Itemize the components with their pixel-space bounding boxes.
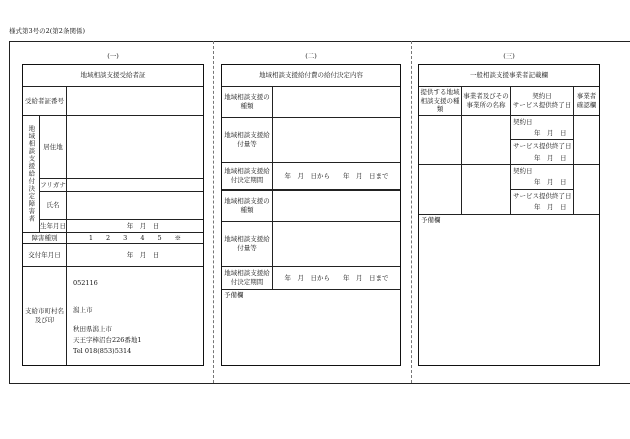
section3-title: 一般相談支援事業者記載欄 — [470, 71, 548, 80]
row1-end-date-value: 年 月 日 — [534, 154, 567, 162]
issue-date-label: 交付年月日 — [28, 250, 61, 259]
benefit-holder-group-label: 地域相談支援給付決定障害者 — [27, 125, 36, 223]
municipality-phone: Tel 018(853)5314 — [73, 347, 132, 355]
section2-notes-label: 予備欄 — [224, 291, 244, 299]
fold-line-2 — [411, 41, 412, 383]
section2-title: 地域相談支援給付費の給付決定内容 — [259, 71, 363, 80]
col-end-date-header: サービス提供終了日 — [512, 101, 572, 109]
decision-period-label-2: 地域相談支援給付決定期間 — [224, 269, 270, 286]
row1-end-date-label: サービス提供終了日 — [513, 142, 572, 150]
row2-contract-date-label: 契約日 — [513, 167, 533, 175]
section1-number: (一) — [107, 52, 119, 60]
section2-number: (二) — [305, 52, 317, 60]
benefit-amount-label-2: 地域相談支援給付量等 — [224, 235, 270, 252]
section3-table — [418, 64, 600, 366]
disability-type-label: 障害種別 — [31, 233, 58, 242]
section3-number: (三) — [503, 52, 515, 60]
col-provider-name-header: 事業者及びその事業所の名称 — [463, 92, 509, 109]
row2-contract-date-value: 年 月 日 — [534, 178, 567, 186]
issue-date-value: 年 月 日 — [126, 250, 160, 259]
row2-end-date-label: サービス提供終了日 — [513, 192, 572, 200]
municipality-code: 052116 — [73, 279, 98, 287]
row1-contract-date-value: 年 月 日 — [534, 129, 567, 137]
support-type-label-1: 地域相談支援の種類 — [224, 93, 270, 110]
row1-contract-date-label: 契約日 — [513, 118, 533, 126]
form-number-label: 様式第3号の2(第2条関係) — [9, 27, 85, 35]
col-provider-confirm-header: 事業者確認欄 — [576, 92, 597, 109]
section1-title: 地域相談支援受給者証 — [80, 71, 146, 80]
decision-period-label-1: 地域相談支援給付決定期間 — [224, 167, 270, 184]
section2-table — [221, 64, 401, 366]
birthdate-label: 生年月日 — [40, 221, 66, 230]
frame-bottom-line — [9, 383, 630, 384]
col-contract-date-header: 契約日 — [532, 92, 552, 100]
recipient-number-label: 受給者証番号 — [25, 96, 64, 105]
address-label: 居住地 — [43, 142, 63, 151]
decision-period-value-2: 年 月 日から 年 月 日まで — [284, 273, 389, 282]
decision-period-value-1: 年 月 日から 年 月 日まで — [284, 171, 389, 180]
municipality-name: 潟上市 — [73, 306, 93, 314]
col-support-type-header: 提供する地域相談支援の種類 — [420, 87, 460, 114]
municipality-prefecture-city: 秋田県潟上市 — [73, 325, 112, 333]
frame-left-line — [9, 41, 10, 383]
frame-top-line — [9, 41, 630, 42]
benefit-amount-label-1: 地域相談支援給付量等 — [224, 131, 270, 148]
municipality-label: 支給市町村名及び印 — [25, 307, 64, 324]
section1-table — [22, 64, 204, 366]
name-label: 氏名 — [46, 201, 60, 210]
furigana-label: フリガナ — [40, 180, 66, 189]
section3-notes-label: 予備欄 — [421, 216, 441, 224]
support-type-label-2: 地域相談支援の種類 — [224, 197, 270, 214]
municipality-address: 天王字棒沼台226番地1 — [73, 336, 142, 344]
row2-end-date-value: 年 月 日 — [534, 203, 567, 211]
birthdate-value: 年 月 日 — [126, 221, 160, 230]
fold-line-1 — [213, 41, 214, 383]
disability-type-values: 1 2 3 4 5 ※ — [88, 233, 182, 242]
